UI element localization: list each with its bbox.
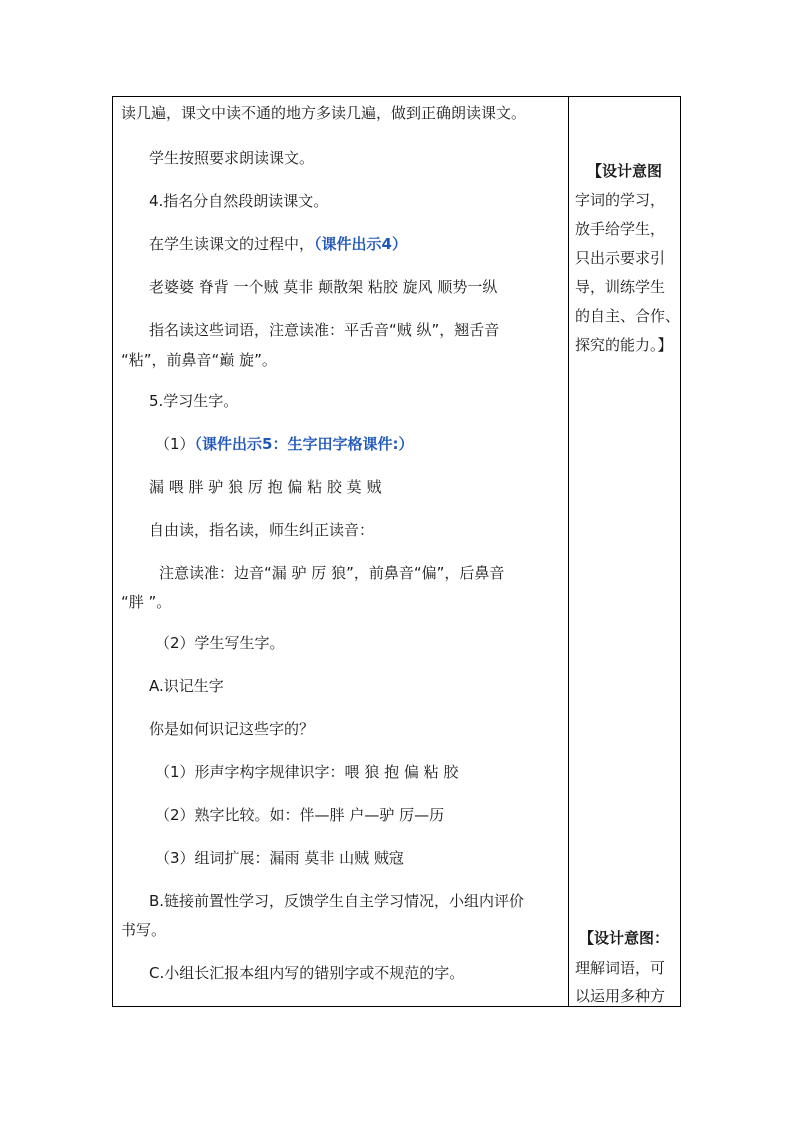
new-characters-line: 漏 喂 胖 驴 狼 厉 抱 偏 粘 胶 莫 贼 — [149, 478, 382, 496]
design-intent-text: 探究的能力。】 — [575, 336, 673, 354]
text-line: （3）组词扩展：漏雨 莫非 山贼 贼寇 — [155, 849, 404, 867]
design-intent-text: 理解词语，可 — [575, 959, 666, 977]
design-intent-text: 以运用多种方 — [575, 987, 666, 1005]
text-fragment: 在学生读课文的过程中， — [149, 235, 315, 253]
subsection-heading: C.小组长汇报本组内写的错别字或不规范的字。 — [149, 964, 465, 982]
design-intent-text: 的自主、合作、 — [575, 307, 681, 325]
text-line — [149, 234, 407, 254]
design-intent-text: 导，训练学生 — [575, 278, 666, 296]
design-intent-text: 放手给学生， — [575, 220, 666, 238]
text-line: “胖 ”。 — [121, 593, 172, 611]
lesson-content-column — [113, 97, 568, 1006]
item-number: （1） — [155, 435, 195, 453]
design-intent-heading: 【设计意图 — [587, 162, 663, 180]
text-line — [155, 434, 413, 454]
design-intent-column — [569, 97, 681, 1006]
courseware-note: （课件出示4） — [314, 235, 407, 253]
text-line: 注意读准：边音“漏 驴 厉 狼”，前鼻音“偏”，后鼻音 — [159, 564, 505, 582]
text-line: 自由读，指名读，师生纠正读音： — [149, 521, 375, 539]
text-line: 学生按照要求朗读课文。 — [149, 149, 315, 167]
section-heading: 5.学习生字。 — [149, 392, 239, 410]
text-line: （2）学生写生字。 — [155, 634, 285, 652]
text-line: （1）形声字构字规律识字：喂 狼 抱 偏 粘 胶 — [155, 763, 459, 781]
text-line: “粘”，前鼻音“巅 旋”。 — [121, 351, 277, 369]
text-line: 你是如何识记这些字的？ — [149, 720, 315, 738]
courseware-note: （课件出示5：生字田字格课件:） — [194, 435, 414, 453]
text-line: 指名读这些词语，注意读准：平舌音“贼 纵”，翘舌音 — [149, 321, 500, 339]
vocabulary-line: 老婆婆 脊背 一个贼 莫非 颠散架 粘胶 旋风 顺势一纵 — [149, 278, 498, 296]
text-line: 书写。 — [121, 921, 167, 939]
text-line: 读几遍，课文中读不通的地方多读几遍，做到正确朗读课文。 — [121, 104, 527, 122]
text-line: （2）熟字比较。如：伴—胖 户—驴 厉—历 — [155, 806, 445, 824]
text-line: 4.指名分自然段朗读课文。 — [149, 192, 329, 210]
lesson-table — [112, 96, 681, 1007]
design-intent-heading: 【设计意图： — [579, 929, 670, 947]
design-intent-text: 只出示要求引 — [575, 249, 666, 267]
design-intent-text: 字词的学习， — [575, 191, 666, 209]
subsection-heading: A.识记生字 — [149, 677, 224, 695]
subsection-heading: B.链接前置性学习，反馈学生自主学习情况，小组内评价 — [149, 892, 525, 910]
